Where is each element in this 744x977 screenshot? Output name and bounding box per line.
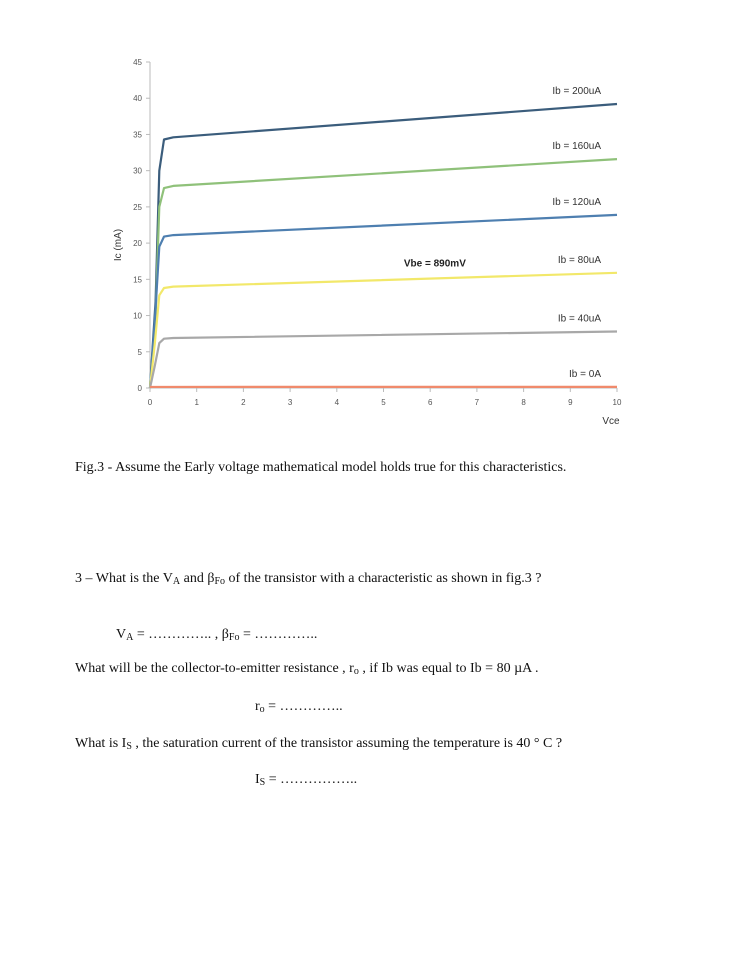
question-ro-prefix: What will be the collector-to-emitter resistance , r [75, 661, 354, 676]
series-line-0 [150, 104, 617, 388]
y-tick-label: 35 [133, 130, 142, 140]
va-blank: = ………….. , β [133, 627, 229, 642]
series-line-3 [150, 273, 617, 388]
x-tick-label: 2 [241, 398, 246, 407]
series-label-1: Ib = 160uA [552, 141, 601, 153]
x-tick-label: 0 [147, 398, 153, 407]
question-3 [75, 571, 541, 590]
y-tick-label: 40 [133, 94, 142, 104]
answer-ro [255, 699, 343, 718]
series-line-1 [150, 159, 617, 388]
question-3-suffix: of the transistor with a characteristic as shown in fig.3 ? [225, 571, 542, 586]
x-axis-title: Vce [602, 416, 620, 427]
x-tick-label: 5 [381, 398, 386, 407]
y-tick-label: 20 [133, 239, 142, 249]
figure-caption: Fig.3 - Assume the Early voltage mathematical model holds true for this characteristics. [75, 460, 567, 475]
is-blank: = …………….. [265, 772, 358, 787]
is-sub: S [259, 777, 266, 788]
series-label-3: Ib = 80uA [557, 254, 601, 266]
question-ro [75, 661, 538, 680]
question-3-sub-a: A [172, 576, 181, 587]
y-tick-label: 30 [133, 166, 142, 176]
va-label: V [116, 627, 127, 642]
x-tick-label: 1 [194, 398, 199, 407]
series-label-5: Ib = 0A [569, 368, 601, 380]
is-label: I [255, 772, 260, 787]
y-tick-label: 0 [137, 384, 142, 393]
answer-va-bf [116, 627, 317, 646]
question-ro-sub: o [353, 666, 359, 677]
y-tick-label: 45 [133, 58, 142, 67]
question-3-mid: and β [180, 571, 215, 586]
y-tick-label: 25 [133, 202, 142, 212]
question-ro-suffix: , if Ib was equal to Ib = 80 µA . [358, 661, 539, 676]
x-tick-label: 8 [521, 398, 526, 407]
x-tick-label: 7 [474, 398, 480, 407]
bf-blank: = ………….. [239, 627, 318, 642]
series-label-0: Ib = 200uA [552, 86, 601, 98]
ro-sub: o [259, 704, 265, 715]
series-line-4 [150, 332, 617, 389]
ic-vce-chart [95, 48, 643, 448]
series-line-2 [150, 215, 617, 388]
question-is-sub: S [126, 741, 132, 752]
x-tick-label: 4 [334, 398, 340, 407]
x-tick-label: 9 [568, 398, 573, 407]
ro-label: r [255, 699, 260, 714]
x-tick-label: 3 [287, 398, 293, 407]
question-is-suffix: , the saturation current of the transistor assuming the temperature is 40 ° C ? [131, 736, 563, 751]
question-is [75, 736, 562, 755]
answer-is [255, 772, 357, 791]
series-label-4: Ib = 40uA [557, 313, 601, 325]
series-label-2: Ib = 120uA [552, 196, 601, 208]
x-tick-label: 10 [612, 398, 622, 407]
chart-series [150, 104, 617, 388]
vbe-annotation: Vbe = 890mV [403, 258, 466, 270]
va-sub: A [126, 632, 134, 643]
y-axis-title: Ic (mA) [113, 228, 124, 262]
question-3-sub-fo: Fo [214, 576, 226, 587]
question-3-prefix: 3 – What is the V [75, 571, 173, 586]
y-tick-label: 15 [133, 275, 142, 285]
x-tick-label: 6 [427, 398, 433, 407]
y-tick-label: 10 [133, 311, 142, 321]
question-is-prefix: What is I [75, 736, 127, 751]
y-tick-label: 5 [137, 347, 142, 357]
ro-blank: = ………….. [264, 699, 343, 714]
bf-sub: Fo [228, 632, 240, 643]
